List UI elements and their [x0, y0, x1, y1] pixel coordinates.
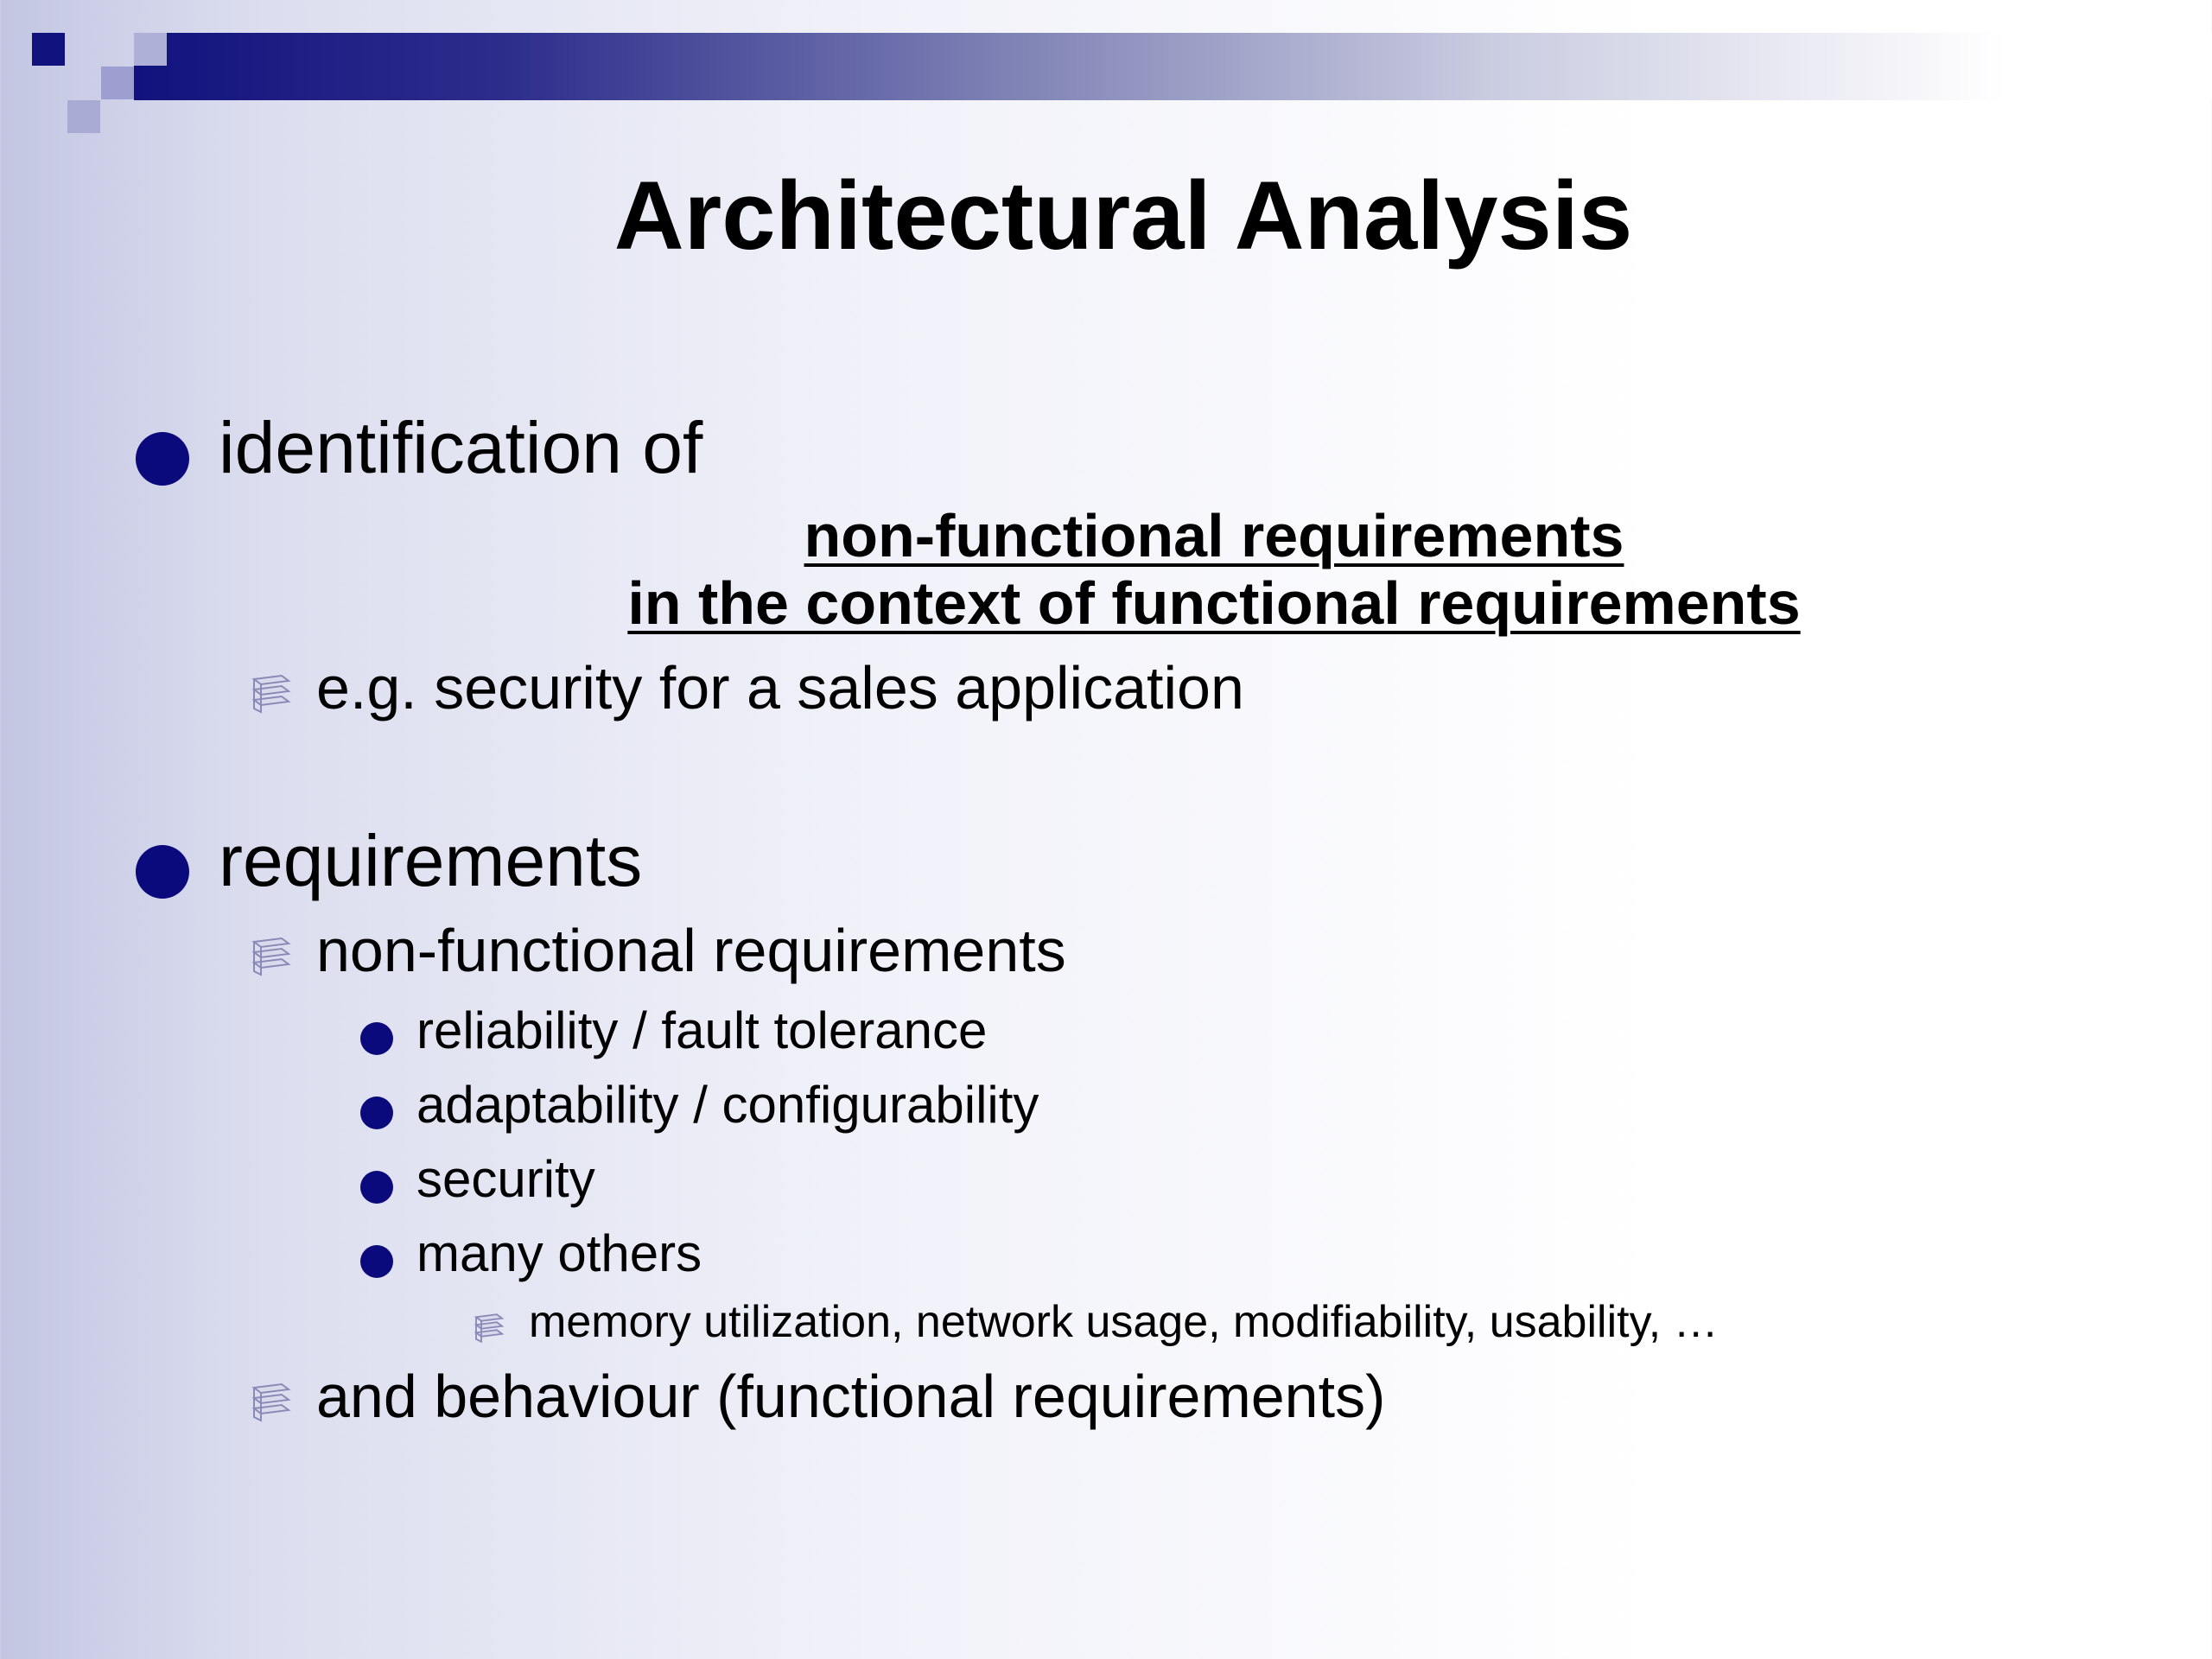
third-level-text: reliability / fault tolerance — [416, 1001, 988, 1059]
header-gradient-bar — [134, 33, 2212, 100]
bullet-text: requirements — [219, 820, 643, 901]
third-level-text: adaptability / configurability — [416, 1076, 1039, 1134]
book-stack-icon — [251, 935, 292, 978]
bullet-dot-icon — [360, 1171, 393, 1204]
bullet-text: identification of — [219, 407, 703, 488]
emphasis-line: in the context of functional requirements — [627, 569, 1801, 637]
sub-bullet-text: e.g. security for a sales application — [316, 654, 1244, 721]
book-stack-icon — [251, 1381, 292, 1424]
sub-bullet-text: non-functional requirements — [316, 917, 1066, 984]
bullet-dot-icon — [360, 1245, 393, 1278]
bullet-dot-icon — [360, 1096, 393, 1129]
bullet-dot-icon — [136, 845, 189, 899]
bullet-dot-icon — [360, 1022, 393, 1055]
header-square-light — [67, 100, 100, 133]
fourth-level-text: memory utilization, network usage, modifiability, usability, … — [529, 1297, 1719, 1347]
sub-bullet-text: and behaviour (functional requirements) — [316, 1363, 1386, 1430]
bullet-dot-icon — [136, 432, 189, 486]
emphasis-line: non-functional requirements — [804, 502, 1624, 569]
slide-title: Architectural Analysis — [613, 162, 1633, 270]
header-square-mid — [134, 33, 167, 66]
third-level-text: many others — [416, 1224, 702, 1282]
book-stack-icon — [474, 1312, 505, 1344]
header-square-dark — [32, 33, 65, 66]
book-stack-icon — [251, 672, 292, 715]
third-level-text: security — [416, 1150, 595, 1208]
header-square-mid — [101, 67, 134, 99]
